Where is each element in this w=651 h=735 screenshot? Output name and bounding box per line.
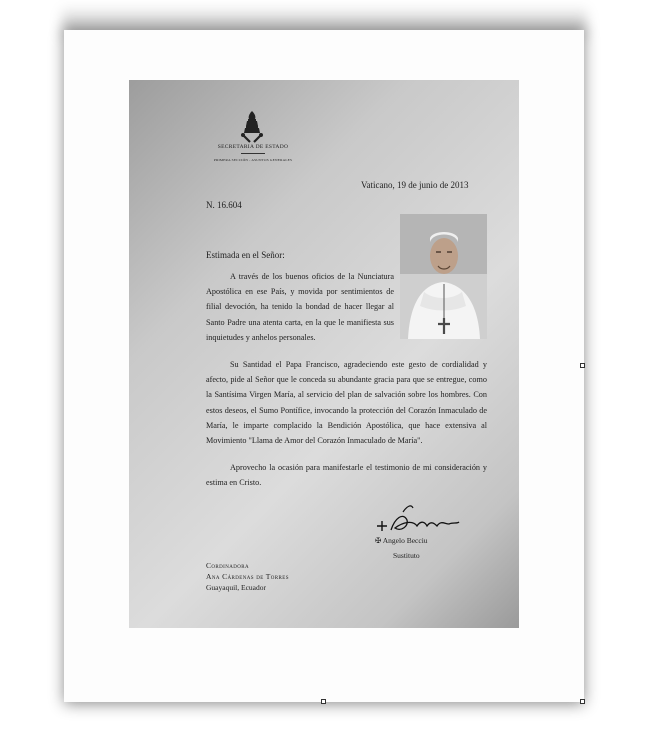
letter-photo[interactable] — [129, 80, 519, 628]
paragraph-1-text: A través de los buenos oficios de la Nunciatura Apostólica en ese País, y movida por sentimientos de filial devoción, ha tenido la bondad de hacer llegar al Santo Padre una atenta carta, en la que le manifiesta sus inquietudes y anhelos personales. — [206, 272, 394, 342]
letter-date: Vaticano, 19 de junio de 2013 — [361, 180, 469, 190]
recipient-address — [206, 560, 289, 593]
signer-name: ✠ Angelo Becciu — [375, 536, 428, 545]
handwritten-signature — [373, 500, 463, 538]
letterhead-rule — [241, 153, 265, 154]
recipient-name: Ana Cárdenas de Torres — [206, 572, 289, 581]
letterhead-subtitle: PRIMERA SECCIÓN - ASUNTOS GENERALES — [213, 158, 293, 162]
paragraph-2-text: Su Santidad el Papa Francisco, agradeciendo este gesto de cordialidad y afecto, pide al Señor que le conceda su abundante gracia para que se entregue, como la Santísima Virgen María, al servicio del plan de salvación sobre los hombres. Con estos deseos, el Sumo Pontífice, invocando la protección del Corazón Inmaculado de María, le imparte complacido la Bendición Apostólica, que hace extensiva al Movimiento "Llama de Amor del Corazón Inmaculado de María". — [206, 360, 487, 446]
papal-crest-icon — [237, 110, 267, 144]
letterhead-title: SECRETARIA DE ESTADO — [217, 144, 289, 150]
pope-figure-icon — [400, 214, 487, 339]
resize-handle-right[interactable] — [580, 363, 585, 368]
paragraph-3-text: Aprovecho la ocasión para manifestarle el testimonio de mi consideración y estima en Cristo. — [206, 463, 487, 488]
signer-role: Sustituto — [393, 551, 420, 560]
reference-number: N. 16.604 — [206, 200, 242, 210]
pope-portrait — [400, 214, 487, 339]
paragraph-3 — [206, 460, 487, 490]
recipient-role: Cordinadora — [206, 561, 250, 570]
salutation: Estimada en el Señor: — [206, 250, 285, 260]
resize-handle-bottom[interactable] — [321, 699, 326, 704]
paragraph-1 — [206, 269, 394, 345]
recipient-city: Guayaquil, Ecuador — [206, 583, 266, 592]
resize-handle-bottom-right[interactable] — [580, 699, 585, 704]
paragraph-2 — [206, 357, 487, 448]
